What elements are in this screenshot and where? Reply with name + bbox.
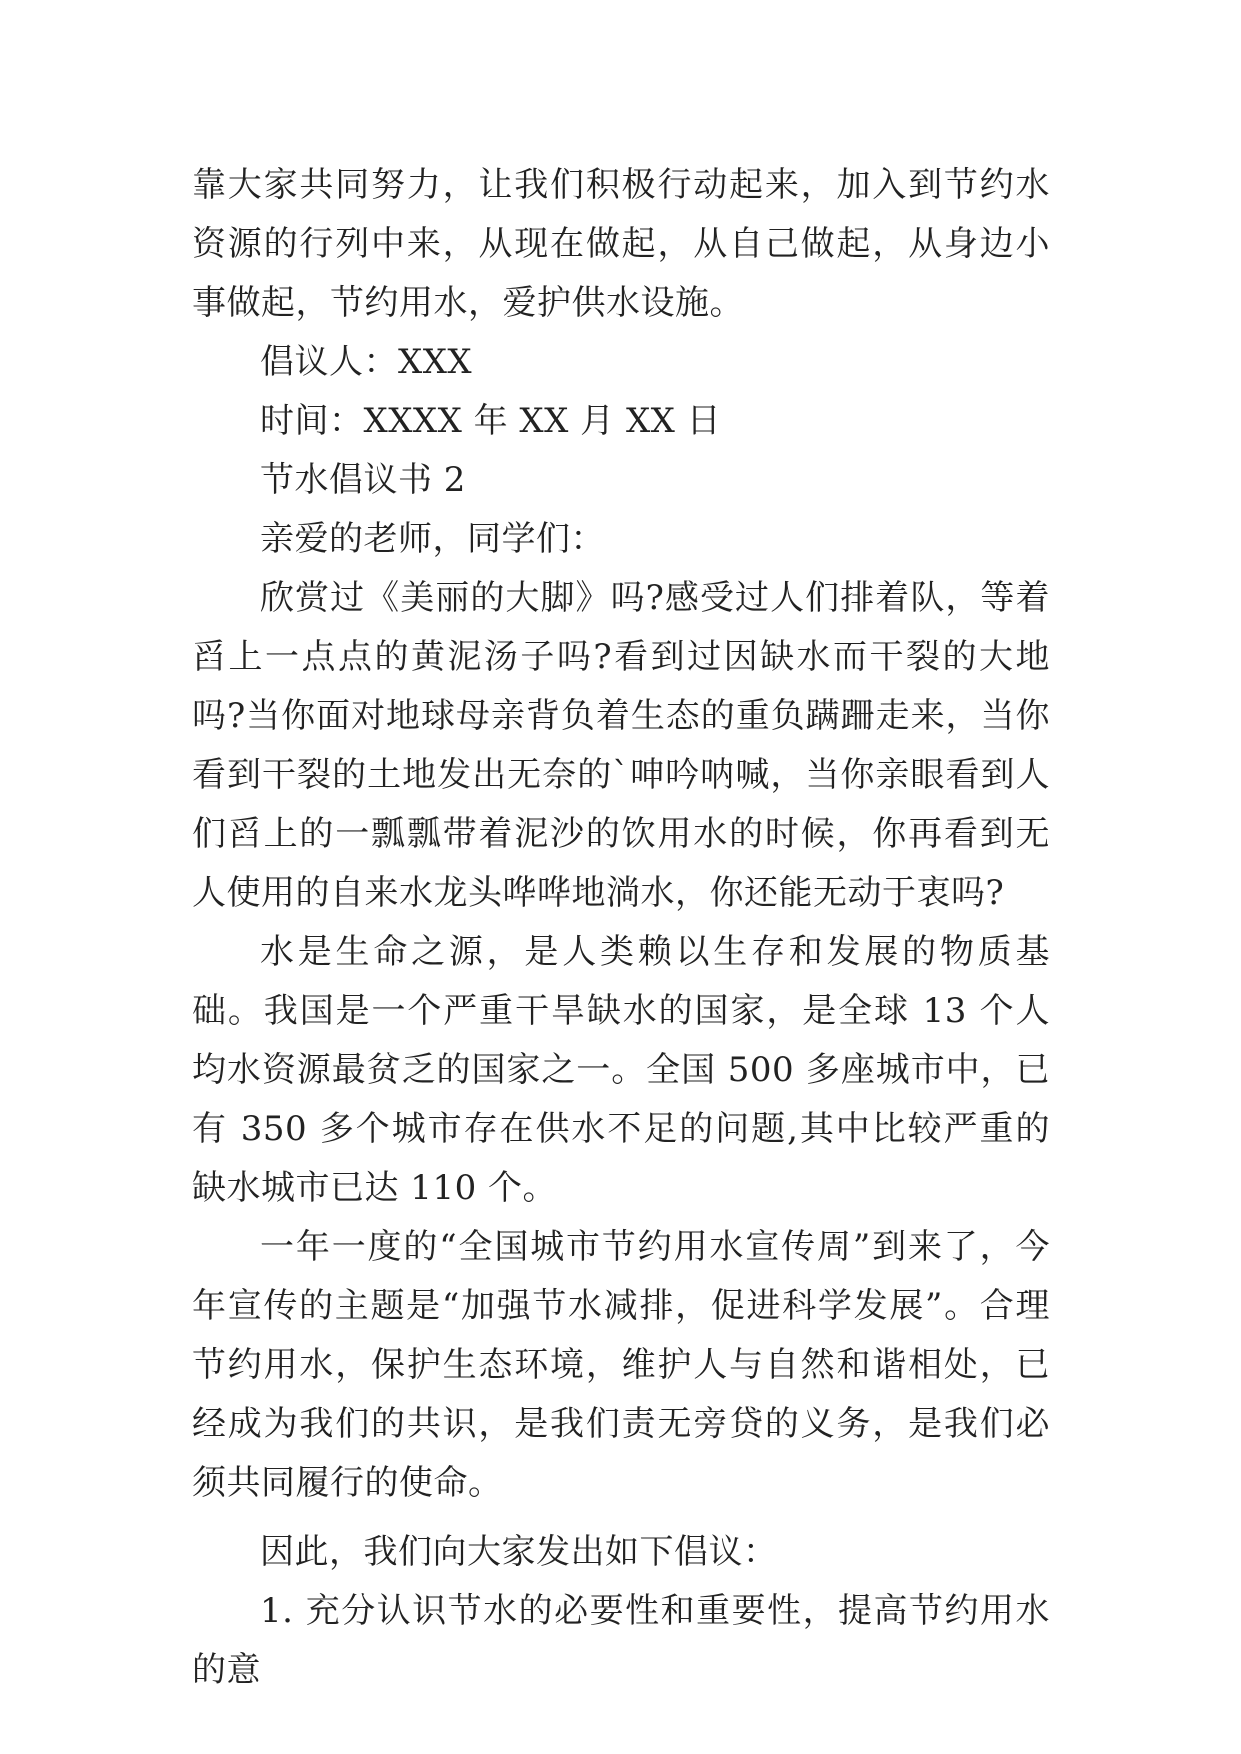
paragraph-proposal-item-1: 1. 充分认识节水的必要性和重要性，提高节约用水的意 xyxy=(192,1591,1050,1690)
paragraph-date: 时间：XXXX 年 XX 月 XX 日 xyxy=(260,401,722,441)
paragraph-intro: 欣赏过《美丽的大脚》吗?感受过人们排着队，等着舀上一点点的黄泥汤子吗?看到过因缺水而干裂的大地吗?当你面对地球母亲背负着生态的重负蹒跚走来，当你看到干裂的土地发出无奈的`呻吟呐喊，当你亲眼看到人们舀上的一瓢瓢带着泥沙的饮用水的时候，你再看到无人使用的自来水龙头哗哗地淌水，你还能无动于衷吗? xyxy=(192,578,1050,913)
paragraph-water-source: 水是生命之源，是人类赖以生存和发展的物质基础。我国是一个严重干旱缺水的国家，是全球 13 个人均水资源最贫乏的国家之一。全国 500 多座城市中，已有 350 多个城市存在供水不足的问题,其中比较严重的缺水城市已达 110 个。 xyxy=(192,932,1050,1208)
paragraph-publicity-week: 一年一度的“全国城市节约用水宣传周”到来了，今年宣传的主题是“加强节水减排，促进科学发展”。合理节约用水，保护生态环境，维护人与自然和谐相处，已经成为我们的共识，是我们责无旁贷的义务，是我们必须共同履行的使命。 xyxy=(192,1227,1050,1503)
paragraph-proposal-intro: 因此，我们向大家发出如下倡议： xyxy=(260,1532,778,1572)
paragraph-salutation: 亲爱的老师，同学们： xyxy=(260,519,605,559)
paragraph-initiator: 倡议人：XXX xyxy=(260,342,473,382)
paragraph-continuation: 靠大家共同努力，让我们积极行动起来，加入到节约水资源的行列中来，从现在做起，从自己做起，从身边小事做起，节约用水，爱护供水设施。 xyxy=(192,165,1050,323)
document-body xyxy=(192,156,1050,1700)
paragraph-section-title: 节水倡议书 2 xyxy=(260,460,466,500)
